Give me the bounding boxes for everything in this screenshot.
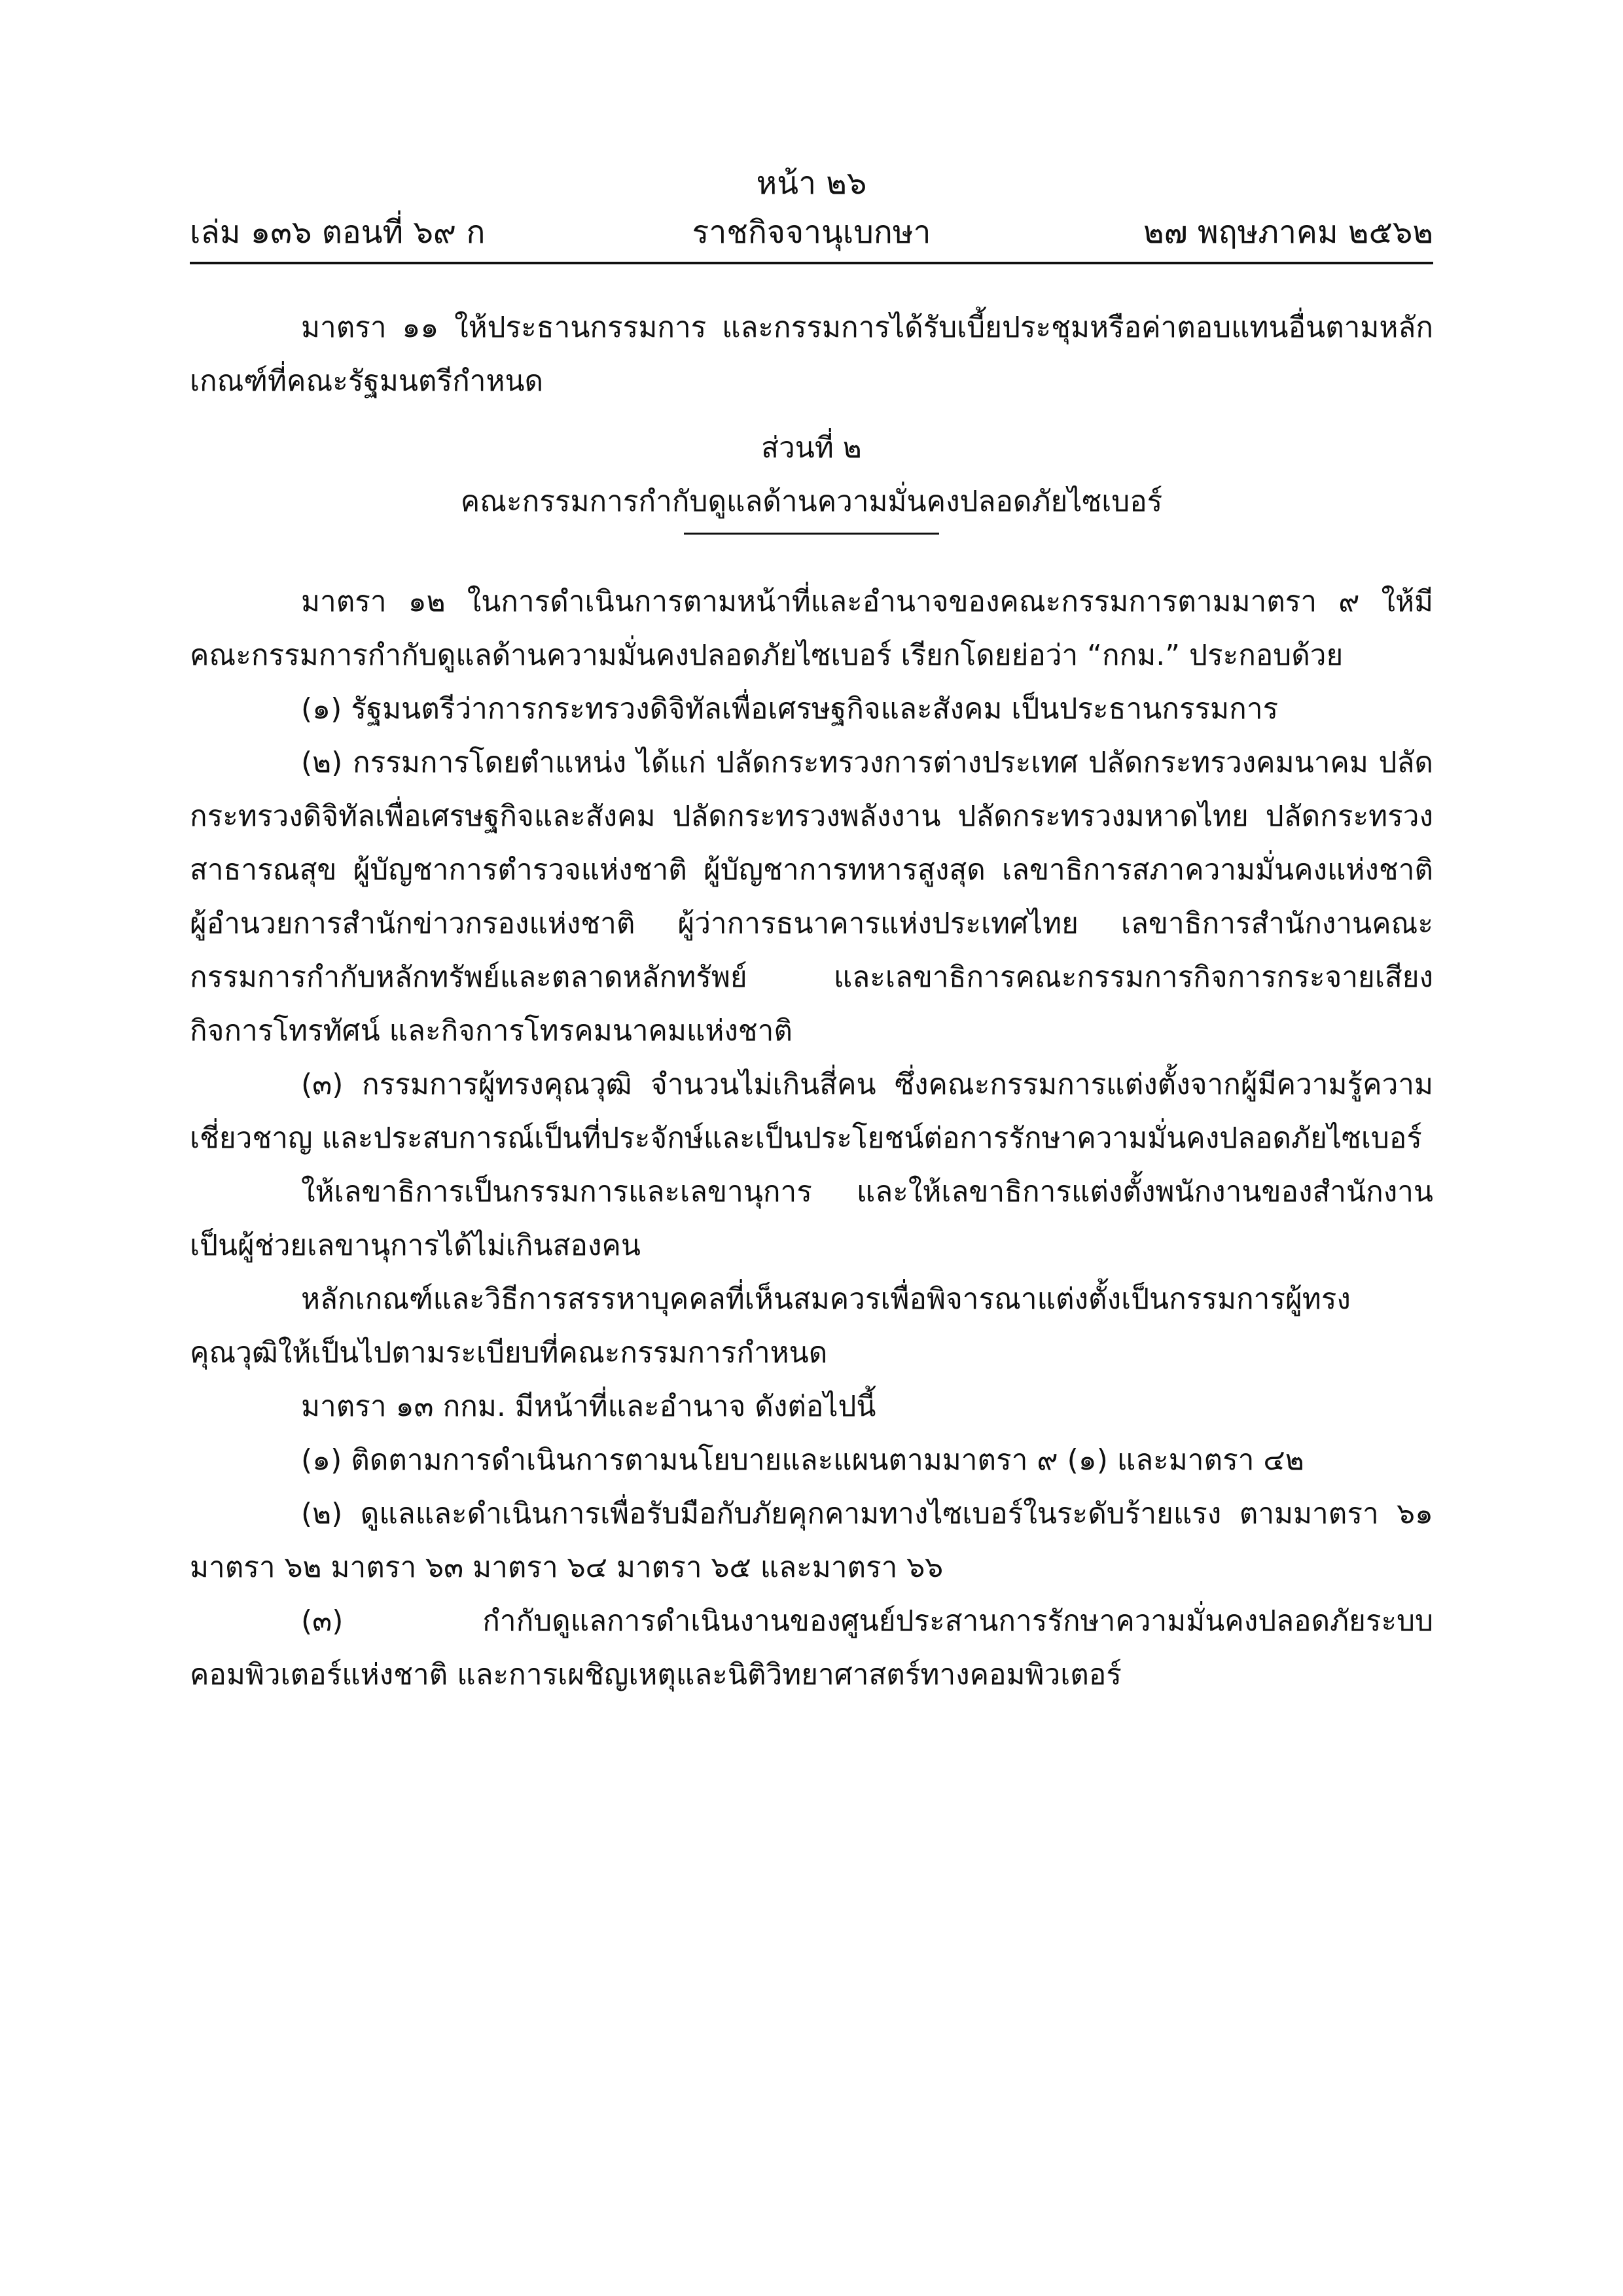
volume-issue: เล่ม ๑๓๖ ตอนที่ ๖๙ ก: [190, 214, 486, 251]
section-11: มาตรา ๑๑ ให้ประธานกรรมการ และกรรมการได้รับเบี้ยประชุมหรือค่าตอบแทนอื่นตามหลักเกณฑ์ที่คณะรัฐมนตรีกำหนด: [190, 311, 1433, 398]
section-12-criteria: หลักเกณฑ์และวิธีการสรรหาบุคคลที่เห็นสมควรเพื่อพิจารณาแต่งตั้งเป็นกรรมการผู้ทรงคุณวุฒิให้เป็นไปตามระเบียบที่คณะกรรมการกำหนด: [190, 1282, 1351, 1369]
section-12-item-2: (๒) กรรมการโดยตำแหน่ง ได้แก่ ปลัดกระทรวงการต่างประเทศ ปลัดกระทรวงคมนาคม ปลัดกระทรวงดิจิทัลเพื่อเศรษฐกิจและสังคม ปลัดกระทรวงพลังงาน ปลัดกระทรวงมหาดไทย ปลัดกระทรวงสาธารณสุข ผู้บัญชาการตำรวจแห่งชาติ ผู้บัญชาการทหารสูงสุด เลขาธิการสภาความมั่นคงแห่งชาติ ผู้อำนวยการสำนักข่าวกรองแห่งชาติ ผู้ว่าการธนาคารแห่งประเทศไทย เลขาธิการสำนักงานคณะกรรมการกำกับหลักทรัพย์และตลาดหลักทรัพย์ และเลขาธิการคณะกรรมการกิจการกระจายเสียงกิจการโทรทัศน์ และกิจการโทรคมนาคมแห่งชาติ: [190, 746, 1433, 1048]
section-13: มาตรา ๑๓ กกม. มีหน้าที่และอำนาจ ดังต่อไปนี้: [301, 1390, 876, 1423]
page-number: หน้า ๒๖: [756, 165, 867, 202]
page-header: [190, 209, 1433, 255]
part-subtitle: คณะกรรมการกำกับดูแลด้านความมั่นคงปลอดภัยไซเบอร์: [460, 485, 1163, 518]
section-13-item-3: (๓) กำกับดูแลการดำเนินงานของศูนย์ประสานการรักษาความมั่นคงปลอดภัยระบบคอมพิวเตอร์แห่งชาติ และการเผชิญเหตุและนิติวิทยาศาสตร์ทางคอมพิวเตอร์: [190, 1604, 1433, 1691]
section-divider: [684, 533, 939, 535]
gazette-name: ราชกิจจานุเบกษา: [692, 214, 931, 251]
section-13-item-1: (๑) ติดตามการดำเนินการตามนโยบายและแผนตามมาตรา ๙ (๑) และมาตรา ๔๒: [301, 1443, 1304, 1477]
header-rule: [190, 262, 1433, 264]
section-12-item-3: (๓) กรรมการผู้ทรงคุณวุฒิ จำนวนไม่เกินสี่คน ซึ่งคณะกรรมการแต่งตั้งจากผู้มีความรู้ความเชี่ยวชาญ และประสบการณ์เป็นที่ประจักษ์และเป็นประโยชน์ต่อการรักษาความมั่นคงปลอดภัยไซเบอร์: [190, 1068, 1433, 1155]
section-12-secretary: ให้เลขาธิการเป็นกรรมการและเลขานุการ และให้เลขาธิการแต่งตั้งพนักงานของสำนักงานเป็นผู้ช่วยเลขานุการได้ไม่เกินสองคน: [190, 1175, 1433, 1262]
document-body: [190, 301, 1433, 1702]
section-12-item-1: (๑) รัฐมนตรีว่าการกระทรวงดิจิทัลเพื่อเศรษฐกิจและสังคม เป็นประธานกรรมการ: [301, 692, 1279, 726]
section-12: มาตรา ๑๒ ในการดำเนินการตามหน้าที่และอำนาจของคณะกรรมการตามมาตรา ๙ ให้มีคณะกรรมการกำกับดูแลด้านความมั่นคงปลอดภัยไซเบอร์ เรียกโดยย่อว่า “กกม.” ประกอบด้วย: [190, 585, 1433, 672]
part-title: ส่วนที่ ๒: [761, 431, 862, 465]
publication-date: ๒๗ พฤษภาคม ๒๕๖๒: [1143, 214, 1433, 251]
section-13-item-2: (๒) ดูแลและดำเนินการเพื่อรับมือกับภัยคุกคามทางไซเบอร์ในระดับร้ายแรง ตามมาตรา ๖๑ มาตรา ๖๒ มาตรา ๖๓ มาตรา ๖๔ มาตรา ๖๕ และมาตรา ๖๖: [190, 1497, 1433, 1584]
